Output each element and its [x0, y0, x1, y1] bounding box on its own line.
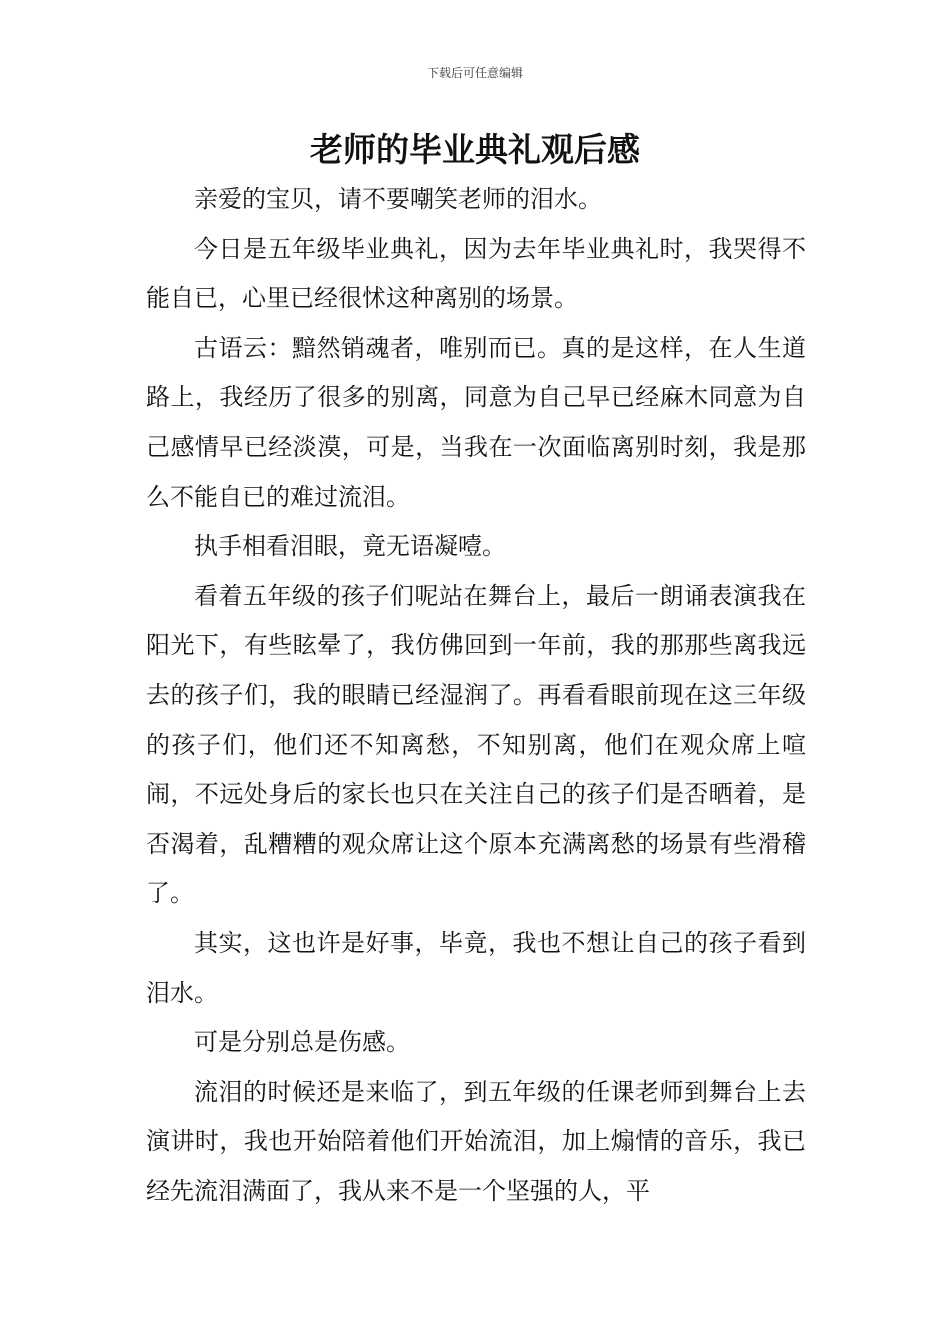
- paragraph-6: 其实，这也许是好事，毕竟，我也不想让自己的孩子看到泪水。: [146, 928, 806, 1007]
- document-title: 老师的毕业典礼观后感: [310, 130, 640, 169]
- paragraph-1: 亲爱的宝贝，请不要嘲笑老师的泪水。: [194, 185, 602, 213]
- paragraph-5: 看着五年级的孩子们呢站在舞台上，最后一朗诵表演我在阳光下，有些眩晕了，我仿佛回到一年前，我的那那些离我远去的孩子们，我的眼睛已经湿润了。再看看眼前现在这三年级的孩子们，他们还不知离愁，不知别离，他们在观众席上喧闹，不远处身后的家长也只在关注自己的孩子们是否晒着，是否渴着，乱糟糟的观众席让这个原本充满离愁的场景有些滑稽了。: [146, 581, 806, 908]
- paragraph-8: 流泪的时候还是来临了，到五年级的任课老师到舞台上去演讲时，我也开始陪着他们开始流泪，加上煽情的音乐，我已经先流泪满面了，我从来不是一个坚强的人，平: [146, 1077, 806, 1205]
- paragraph-7: 可是分别总是伤感。: [194, 1028, 410, 1057]
- header-note: 下载后可任意编辑: [426, 66, 523, 80]
- paragraph-4: 执手相看泪眼，竟无语凝噎。: [194, 532, 506, 561]
- paragraph-3: 古语云：黯然销魂者，唯别而已。真的是这样，在人生道路上，我经历了很多的别离，同意为自己早已经麻木同意为自己感情早已经淡漠，可是，当我在一次面临离别时刻，我是那么不能自已的难过流泪。: [146, 333, 806, 511]
- paragraph-2: 今日是五年级毕业典礼，因为去年毕业典礼时，我哭得不能自已，心里已经很怵这种离别的场景。: [146, 234, 806, 313]
- document-body: [146, 175, 806, 1216]
